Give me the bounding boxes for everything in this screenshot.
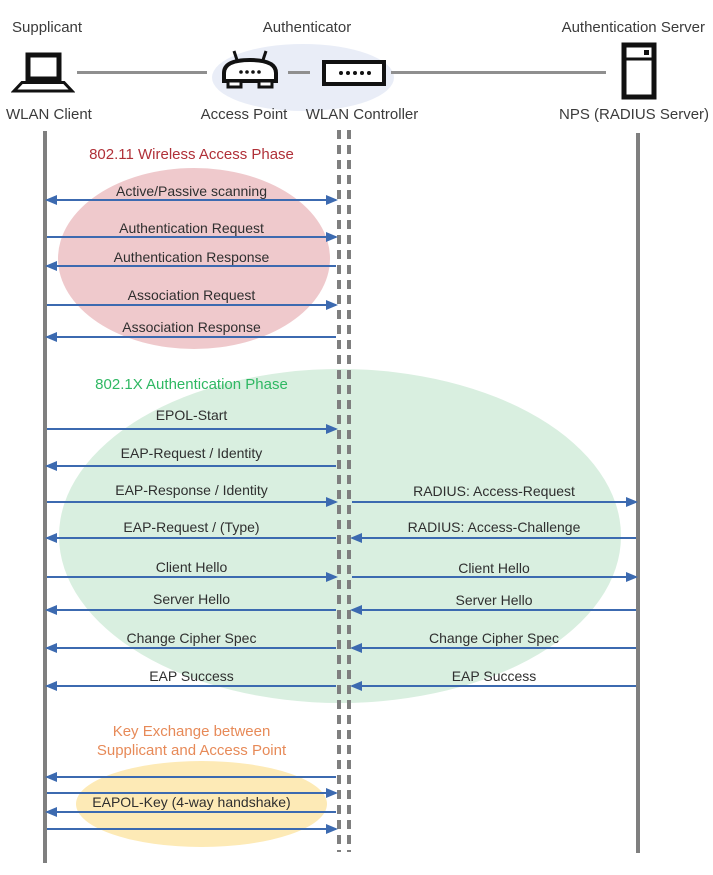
arrow-active-passive-scanning — [47, 199, 336, 201]
arrow-eapol-key-1 — [47, 776, 336, 778]
arrow-change-cipher-spec-left — [47, 647, 336, 649]
message-label-authentication-response: Authentication Response — [113, 249, 270, 265]
server-icon — [621, 42, 657, 100]
message-label-authentication-request: Authentication Request — [119, 220, 264, 236]
arrow-radius-access-request — [352, 501, 636, 503]
arrow-epol-start — [47, 428, 336, 430]
arrow-authentication-response — [47, 265, 336, 267]
arrow-server-hello-left — [47, 609, 336, 611]
message-label-eap-request-type: EAP-Request / (Type) — [123, 519, 260, 535]
message-label-epol-start: EPOL-Start — [155, 407, 228, 423]
message-label-server-hello-left: Server Hello — [152, 591, 231, 607]
lifeline-radius-server — [636, 133, 640, 853]
arrow-eap-response-identity — [47, 501, 336, 503]
phase-title-key-exchange-line1: Key Exchange between — [112, 723, 271, 740]
message-label-eap-request-identity: EAP-Request / Identity — [120, 445, 263, 461]
role-label-authentication-server: Authentication Server — [561, 19, 705, 36]
arrow-eap-request-type — [47, 537, 336, 539]
connector-line — [391, 71, 606, 74]
access-point-icon — [221, 50, 279, 92]
message-label-eapol-key: EAPOL-Key (4-way handshake) — [92, 794, 291, 810]
arrow-authentication-request — [47, 236, 336, 238]
phase-title-80211: 802.11 Wireless Access Phase — [89, 146, 294, 163]
connector-line — [288, 71, 310, 74]
arrow-server-hello-right — [352, 609, 636, 611]
laptop-icon — [11, 52, 75, 94]
arrow-eap-success-right — [352, 685, 636, 687]
arrow-association-response — [47, 336, 336, 338]
node-label-nps-radius-server: NPS (RADIUS Server) — [559, 106, 710, 123]
message-label-change-cipher-spec-right: Change Cipher Spec — [429, 630, 559, 646]
message-label-server-hello-right: Server Hello — [455, 592, 533, 608]
role-label-authenticator: Authenticator — [262, 19, 352, 36]
message-label-eap-response-identity: EAP-Response / Identity — [115, 482, 268, 498]
arrow-client-hello-left — [47, 576, 336, 578]
message-label-client-hello-right: Client Hello — [458, 560, 530, 576]
arrow-client-hello-right — [352, 576, 636, 578]
arrow-eap-success-left — [47, 685, 336, 687]
message-label-radius-access-request: RADIUS: Access-Request — [413, 483, 575, 499]
role-label-supplicant: Supplicant — [12, 19, 83, 36]
arrow-association-request — [47, 304, 336, 306]
wlan-controller-icon — [322, 60, 386, 86]
arrow-eapol-key-3 — [47, 811, 336, 813]
message-label-radius-access-challenge: RADIUS: Access-Challenge — [407, 519, 581, 535]
message-label-change-cipher-spec-left: Change Cipher Spec — [126, 630, 257, 646]
arrow-eapol-key-4 — [47, 828, 336, 830]
message-label-eap-success-right: EAP Success — [451, 668, 537, 684]
message-label-eap-success-left: EAP Success — [149, 668, 234, 684]
node-label-wlan-controller: WLAN Controller — [305, 106, 419, 123]
message-label-association-request: Association Request — [127, 287, 256, 303]
arrow-eap-request-identity — [47, 465, 336, 467]
phase-title-8021x: 802.1X Authentication Phase — [95, 376, 288, 393]
message-label-association-response: Association Response — [122, 319, 261, 335]
node-label-access-point: Access Point — [200, 106, 288, 123]
phase-title-key-exchange-line2: Supplicant and Access Point — [96, 742, 287, 759]
message-label-active-passive-scanning: Active/Passive scanning — [116, 183, 267, 199]
message-label-client-hello-left: Client Hello — [155, 559, 228, 575]
arrow-change-cipher-spec-right — [352, 647, 636, 649]
lifeline-wlan-controller-right — [347, 130, 351, 852]
phase-title-key-exchange — [47, 722, 336, 760]
connector-line — [77, 71, 207, 74]
arrow-radius-access-challenge — [352, 537, 636, 539]
node-label-wlan-client: WLAN Client — [6, 106, 92, 123]
